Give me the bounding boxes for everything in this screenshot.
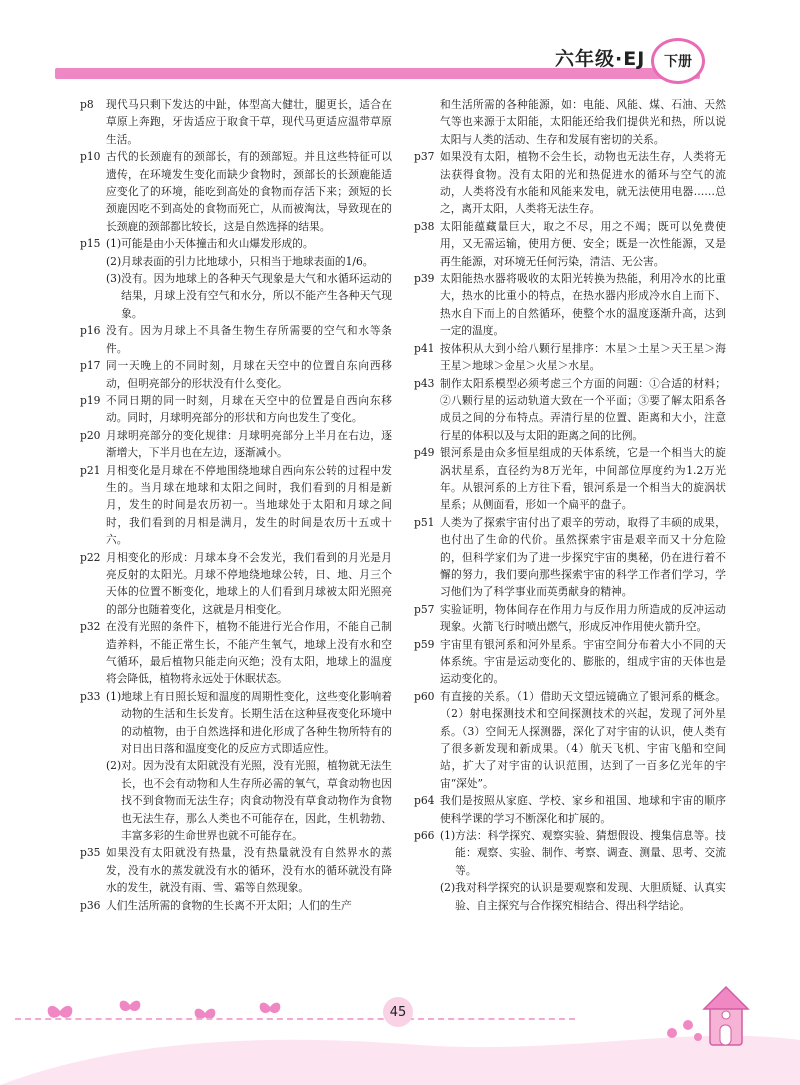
butterfly-icon xyxy=(260,1003,281,1013)
answer-text xyxy=(106,688,392,845)
butterfly-icon xyxy=(48,1006,73,1018)
grade-label: 六年级·EJ xyxy=(555,48,646,70)
page-ref: p39 xyxy=(414,272,435,286)
sub-text: 没有。因为地球上的各种天气现象是大气和水循环运动的结果，月球上没有空气和水分，所以不能产生各种天气现象。 xyxy=(121,272,392,320)
castle-icon xyxy=(704,987,748,1045)
page-ref: p59 xyxy=(414,637,435,651)
answer-text: 同一天晚上的不同时刻，月球在天空中的位置自东向西移动，但明亮部分的形状没有什么变化。 xyxy=(106,359,392,390)
page-ref: p19 xyxy=(80,393,101,407)
answer-text: 月球明亮部分的变化规律：月球明亮部分上半月在右边，逐渐增大，下半月也在左边，逐渐减小。 xyxy=(106,428,392,460)
page-ref: p35 xyxy=(80,846,101,860)
answer-entry xyxy=(80,427,392,462)
answer-entry xyxy=(414,218,726,270)
sub-text: 对。因为没有太阳就没有光照，没有光照，植物就无法生长，也不会有动物和人生存所必需的氧气，草食动物也因找不到食物而无法生存；肉食动物没有草食动物作为食物也无法生存，那么人类也不可能存在，因此，生机勃勃、丰富多彩的生命世界也就不可能存在。 xyxy=(121,759,392,843)
sub-answer xyxy=(106,253,392,270)
answer-entry xyxy=(80,688,392,845)
butterfly-icon xyxy=(120,1001,141,1011)
page-ref: p15 xyxy=(80,237,101,251)
page-ref xyxy=(414,96,440,148)
answer-text: 宇宙里有银河系和河外星系。宇宙空间分布着大小不同的天体系统。宇宙是运动变化的、膨胀的，组成宇宙的天体也是运动变化的。 xyxy=(440,637,726,686)
answer-entry xyxy=(414,148,726,218)
answer-entry xyxy=(414,270,726,340)
sub-text: 可能是由小天体撞击和火山爆发形成的。 xyxy=(121,237,314,251)
answer-entry xyxy=(80,392,392,427)
answer-text: 有直接的关系。（1）借助天文望远镜确立了银河系的概念。（2）射电探测技术和空间探测技术的兴起，发现了河外星系。（3）空间无人探测器，深化了对宇宙的认识，使人类有了很多新发现和新成果。（4）航天飞机、宇宙飞船和空间站，扩大了对宇宙的认识范围，达到了一百多亿光年的宇宙“深处”。 xyxy=(440,689,726,790)
sub-number: (1) xyxy=(106,237,122,251)
footer-dashed-line xyxy=(15,1018,575,1020)
sub-answer xyxy=(106,757,392,844)
answer-entry xyxy=(80,462,392,549)
page-ref: p64 xyxy=(414,794,435,808)
answer-entry xyxy=(414,601,726,636)
answer-entry xyxy=(414,827,726,914)
answer-entry xyxy=(414,514,726,601)
answer-entry xyxy=(80,618,392,688)
answer-text: 没有。因为月球上不具备生物生存所需要的空气和水等条件。 xyxy=(106,324,392,355)
sub-number: (2) xyxy=(440,881,456,895)
page-ref: p17 xyxy=(80,359,101,373)
answer-text: 按体积从大到小给八颗行星排序：木星＞土星＞天王星＞海王星＞地球＞金星＞火星＞水星。 xyxy=(440,341,726,373)
page-ref: p37 xyxy=(414,150,435,164)
sub-answer xyxy=(106,688,392,758)
page-ref: p57 xyxy=(414,602,435,616)
sub-text: 方法：科学探究、观察实验、猜想假设、搜集信息等。技能：观察、实验、制作、考察、调查、测量、思考、交流等。 xyxy=(455,829,726,877)
answer-text: 实验证明，物体间存在作用力与反作用力所造成的反冲运动现象。火箭飞行时喷出燃气，形成反冲作用使火箭升空。 xyxy=(440,602,726,634)
sub-number: (2) xyxy=(106,759,122,773)
answer-text: 人类为了探索宇宙付出了艰辛的劳动，取得了丰硕的成果，也付出了生命的代价。虽然探索宇宙是艰辛而又十分危险的，但科学家们为了进一步探究宇宙的奥秘，仍在进行着不懈的努力，我们要向那些探索宇宙的科学工作者们学习，学习他们为了科学事业而英勇献身的精神。 xyxy=(440,515,726,599)
page-ref: p8 xyxy=(80,98,94,111)
answer-entry xyxy=(80,148,392,235)
answer-entry xyxy=(80,235,392,322)
answer-text: 太阳能热水器将吸收的太阳光转换为热能，利用冷水的比重大，热水的比重小的特点，在热水器内形成冷水自上而下、热水自下而上的自然循环，使整个水的温度逐渐升高，达到一定的温度。 xyxy=(440,272,726,338)
answer-entry xyxy=(414,340,726,375)
page-ref: p41 xyxy=(414,341,435,355)
page-ref: p51 xyxy=(414,515,435,529)
answer-entry xyxy=(414,444,726,514)
sub-number: (1) xyxy=(440,829,456,843)
answer-entry xyxy=(414,375,726,445)
sub-answer xyxy=(106,235,392,252)
page-ref: p49 xyxy=(414,446,435,460)
answer-text: 人们生活所需的食物的生长离不开太阳；人们的生产 xyxy=(106,898,352,912)
page-header xyxy=(0,0,800,90)
answer-entry xyxy=(80,357,392,392)
page-ref: p33 xyxy=(80,689,101,703)
sub-answer xyxy=(440,879,726,914)
sub-number: (1) xyxy=(106,689,122,703)
answer-text: 如果没有太阳就没有热量，没有热量就没有自然界水的蒸发，没有水的蒸发就没有水的循环，没有水的循环就没有降水的发生，就没有雨、雪、霜等自然现象。 xyxy=(106,846,392,895)
sub-text: 月球表面的引力比地球小，只相当于地球表面的1/6。 xyxy=(121,254,374,268)
page-ref: p43 xyxy=(414,376,435,390)
sub-answer xyxy=(106,270,392,322)
page-ref: p66 xyxy=(414,829,435,843)
answer-entry xyxy=(80,96,392,148)
sub-text: 地球上有日照长短和温度的周期性变化，这些变化影响着动物的生活和生长发育。长期生活在这种昼夜变化环境中的动植物，由于自然选择和进化形成了各种生物所特有的对日出日落和温度变化的反应方式即适应性。 xyxy=(121,689,392,756)
answer-text: 不同日期的同一时刻，月球在天空中的位置是自西向东移动。同时，月球明亮部分的形状和方向也发生了变化。 xyxy=(106,393,392,425)
page-ref: p36 xyxy=(80,898,101,912)
page-ref: p21 xyxy=(80,463,101,477)
answer-entry xyxy=(414,636,726,688)
answer-entry xyxy=(80,322,392,357)
page-ref: p60 xyxy=(414,689,435,703)
page-ref: p22 xyxy=(80,550,101,564)
page-ref: p32 xyxy=(80,620,101,634)
answer-entry xyxy=(414,96,726,148)
page-ref: p38 xyxy=(414,219,435,233)
answer-text: 现代马只剩下发达的中趾，体型高大健壮，腿更长，适合在草原上奔跑，牙齿适应于取食干草，现代马更适应温带草原生活。 xyxy=(106,98,392,146)
answer-text: 月相变化的形成：月球本身不会发光，我们看到的月光是月亮反射的太阳光。月球不停地绕地球公转，日、地、月三个天体的位置不断变化，地球上的人们看到月球被太阳光照亮的部分也随着变化，这就是月相变化。 xyxy=(106,550,392,616)
answer-text: 银河系是由众多恒星组成的天体系统，它是一个相当大的旋涡状星系，直径约为8万光年，中间部位厚度约为1.2万光年。从银河系的上方往下看，银河系是一个相当大的旋涡状星系；从侧面看，形如一个扁平的盘子。 xyxy=(440,446,726,512)
answer-text: 如果没有太阳，植物不会生长，动物也无法生存，人类将无法获得食物。没有太阳的光和热促进水的循环与空气的流动，人类将没有水能和风能来发电，就无法使用电器……总之，离开太阳，人类将无法生存。 xyxy=(440,150,726,216)
page-ref: p10 xyxy=(80,150,101,164)
answer-text: 制作太阳系模型必须考虑三个方面的问题：①合适的材料；②八颗行星的运动轨道大致在一个平面；③要了解太阳系各成员之间的分布特点。弄清行星的位置、距离和大小，注意行星的体积以及与太阳的距离之间的比例。 xyxy=(440,376,726,442)
answer-text: 月相变化是月球在不停地围绕地球自西向东公转的过程中发生的。当月球在地球和太阳之间时，我们看到的月相是新月，发生的时间是农历初一。当地球处于太阳和月球之间时，我们看到的月相是满月，发生的时间是农历十五或十六。 xyxy=(106,463,392,547)
sub-answer xyxy=(440,827,726,879)
answer-text: 在没有光照的条件下，植物不能进行光合作用，不能自己制造养料，不能正常生长，不能产生氧气，地球上没有水和空气循环，最后植物只能走向灭绝；没有太阳，地球上的温度将会降低，植物将永远处于休眠状态。 xyxy=(106,620,392,686)
answer-entry xyxy=(414,792,726,827)
answer-text: 太阳能蕴藏量巨大，取之不尽，用之不竭；既可以免费使用，又无需运输，使用方便、安全；既是一次性能源，又是再生能源，对环境无任何污染，清洁、无公害。 xyxy=(440,219,726,268)
page-ref: p16 xyxy=(80,324,101,338)
answer-text xyxy=(440,827,726,914)
answer-entry xyxy=(80,844,392,896)
answer-entry xyxy=(80,897,392,914)
page-ref: p20 xyxy=(80,428,101,442)
volume-badge: 下册 xyxy=(651,38,705,84)
answer-text: 古代的长颈鹿有的颈部长，有的颈部短。并且这些特征可以遗传，在环境发生变化而缺少食物时，颈部长的长颈鹿能适应变化了的环境，能吃到高处的食物而存活下来；颈短的长颈鹿因吃不到高处的食物而死亡，从而被淘汰，导致现在的长颈鹿的颈部都比较长，这是自然选择的结果。 xyxy=(106,150,392,233)
sub-number: (2) xyxy=(106,254,122,268)
answer-entry xyxy=(414,688,726,792)
left-column xyxy=(80,96,392,914)
right-column xyxy=(414,96,726,914)
page-number: 45 xyxy=(383,997,413,1027)
page-footer xyxy=(0,985,800,1085)
answer-text: 我们是按照从家庭、学校、家乡和祖国、地球和宇宙的顺序使科学课的学习不断深化和扩展的。 xyxy=(440,794,726,825)
answer-entry xyxy=(80,549,392,619)
sub-text: 我对科学探究的认识是要观察和发现、大胆质疑、认真实验、自主探究与合作探究相结合、得出科学结论。 xyxy=(455,881,726,912)
answer-text: 和生活所需的各种能源，如：电能、风能、煤、石油、天然气等也来源于太阳能，太阳能还给我们提供光和热，所以说太阳与人类的活动、生存和发展有密切的关系。 xyxy=(440,98,726,146)
answer-text xyxy=(106,235,392,322)
sub-number: (3) xyxy=(106,272,122,286)
